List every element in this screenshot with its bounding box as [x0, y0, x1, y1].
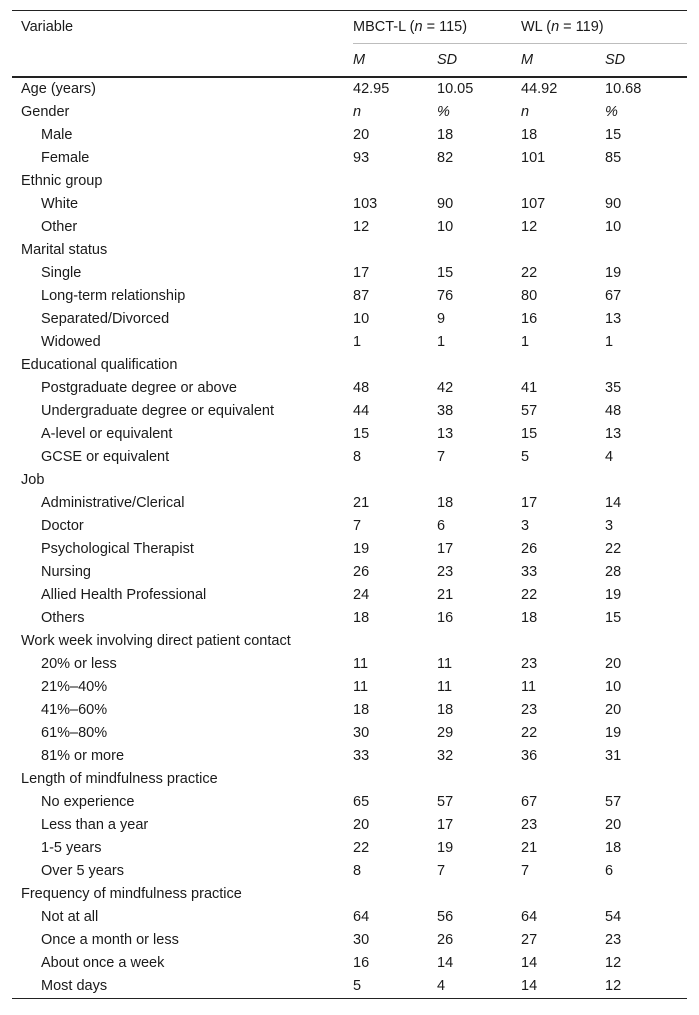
row-sublabel: About once a week: [41, 955, 165, 971]
row-sublabel: Psychological Therapist: [41, 541, 194, 557]
row-sublabel: 61%–80%: [41, 725, 108, 741]
table-cell: 54: [605, 909, 622, 925]
table-cell: 10.05: [437, 81, 474, 97]
table-cell: 67: [521, 794, 538, 810]
table-cell: 20: [605, 702, 622, 718]
table-cell: 27: [521, 932, 538, 948]
subheader-cell: M: [521, 44, 605, 78]
table-row: [12, 837, 687, 860]
row-sublabel: Female: [41, 150, 90, 166]
table-row: [12, 699, 687, 722]
table-cell: 19: [605, 725, 622, 741]
table-cell: 10: [605, 219, 622, 235]
table-row: [12, 745, 687, 768]
table-cell: 20: [353, 127, 370, 143]
table-row: [12, 377, 687, 400]
table-cell: 19: [605, 587, 622, 603]
table-cell: [353, 170, 437, 193]
table-cell: 1: [521, 334, 530, 350]
table-cell: %: [437, 104, 450, 120]
table-cell: 11: [521, 679, 537, 695]
table-cell: 12: [605, 955, 622, 971]
subheader-cell: SD: [437, 44, 521, 78]
table-cell: 20: [605, 656, 622, 672]
table-cell: 38: [437, 403, 454, 419]
row-label: Job: [21, 472, 45, 488]
table-cell: 87: [353, 288, 370, 304]
table-cell: 64: [353, 909, 370, 925]
table-cell: 1: [437, 334, 446, 350]
table-cell: 29: [437, 725, 454, 741]
table-row: [12, 400, 687, 423]
table-row: [12, 584, 687, 607]
table-cell: 41: [521, 380, 538, 396]
row-sublabel: 81% or more: [41, 748, 125, 764]
table-cell: [521, 883, 605, 906]
table-cell: 32: [437, 748, 454, 764]
table-row: [12, 124, 687, 147]
table-cell: 9: [437, 311, 446, 327]
table-cell: 12: [605, 975, 687, 999]
table-cell: 16: [521, 311, 538, 327]
table-cell: 6: [437, 518, 446, 534]
table-cell: 26: [437, 932, 454, 948]
row-sublabel: No experience: [41, 794, 135, 810]
table-row: [12, 193, 687, 216]
table-cell: 13: [605, 426, 622, 442]
table-cell: 19: [353, 541, 370, 557]
table-cell: 10: [605, 679, 622, 695]
table-cell: 22: [521, 725, 538, 741]
table-cell: 18: [437, 702, 454, 718]
table-cell: 76: [437, 288, 454, 304]
table-cell: 80: [521, 288, 538, 304]
row-sublabel: 21%–40%: [41, 679, 108, 695]
table-cell: [605, 469, 687, 492]
table-row: [12, 791, 687, 814]
table-row: [12, 262, 687, 285]
table-cell: 3: [605, 518, 614, 534]
row-sublabel: Not at all: [41, 909, 99, 925]
table-cell: [605, 630, 687, 653]
row-sublabel: Separated/Divorced: [41, 311, 170, 327]
table-cell: 11: [353, 679, 369, 695]
table-cell: 17: [353, 265, 370, 281]
row-sublabel: White: [41, 196, 79, 212]
table-cell: [521, 170, 605, 193]
table-cell: 17: [521, 495, 538, 511]
table-cell: [605, 883, 687, 906]
row-sublabel: Most days: [12, 975, 353, 999]
table-cell: 23: [437, 564, 454, 580]
table-row: [12, 446, 687, 469]
table-cell: 1: [605, 334, 614, 350]
table-cell: 15: [605, 610, 622, 626]
table-cell: [437, 239, 521, 262]
header-blank-cell: [12, 44, 353, 78]
table-row: [12, 630, 687, 653]
table-row: [12, 239, 687, 262]
group-header-mbct: MBCT-L (n = 115): [353, 11, 521, 44]
table-cell: 4: [437, 975, 521, 999]
table-cell: 22: [605, 541, 622, 557]
table-cell: 85: [605, 150, 622, 166]
table-row: [12, 952, 687, 975]
row-label: Age (years): [21, 81, 96, 97]
table-cell: [605, 768, 687, 791]
table-cell: 13: [437, 426, 454, 442]
table-cell: 16: [437, 610, 454, 626]
table-cell: [605, 170, 687, 193]
table-cell: 48: [605, 403, 622, 419]
table-cell: n: [521, 104, 530, 120]
row-sublabel: 1-5 years: [41, 840, 102, 856]
table-cell: 23: [521, 817, 538, 833]
table-cell: 90: [437, 196, 454, 212]
table-cell: 15: [521, 426, 538, 442]
table-cell: 56: [437, 909, 454, 925]
table-cell: 65: [353, 794, 370, 810]
header-row-groups: [12, 11, 687, 44]
table-cell: [605, 239, 687, 262]
table-cell: 10: [353, 311, 370, 327]
variable-header: Variable: [12, 11, 353, 44]
table-cell: 36: [521, 748, 538, 764]
table-cell: 12: [521, 219, 538, 235]
table-cell: 42.95: [353, 81, 390, 97]
row-sublabel: Postgraduate degree or above: [41, 380, 237, 396]
table-cell: 64: [521, 909, 538, 925]
table-cell: 20: [605, 817, 622, 833]
table-cell: 18: [521, 127, 538, 143]
row-sublabel: Undergraduate degree or equivalent: [41, 403, 274, 419]
row-sublabel: Doctor: [41, 518, 84, 534]
table-cell: 14: [521, 975, 605, 999]
table-row: [12, 561, 687, 584]
table-cell: [605, 354, 687, 377]
table-cell: 93: [353, 150, 370, 166]
row-label: Work week involving direct patient contact: [21, 633, 291, 649]
table-row: [12, 147, 687, 170]
row-sublabel: Over 5 years: [41, 863, 124, 879]
table-cell: 15: [605, 127, 622, 143]
row-sublabel: Single: [41, 265, 82, 281]
table-row: [12, 607, 687, 630]
table-cell: [521, 469, 605, 492]
row-sublabel: Long-term relationship: [41, 288, 186, 304]
row-sublabel: Widowed: [41, 334, 101, 350]
row-label: Gender: [21, 104, 70, 120]
table-row: [12, 722, 687, 745]
subheader-cell: SD: [605, 44, 687, 78]
table-row: [12, 216, 687, 239]
header-row-stats: [12, 44, 687, 78]
table-cell: n: [353, 104, 362, 120]
table-cell: 19: [437, 840, 454, 856]
table-cell: 1: [353, 334, 362, 350]
table-cell: 5: [521, 449, 530, 465]
table-cell: 23: [521, 702, 538, 718]
row-sublabel: 41%–60%: [41, 702, 108, 718]
row-sublabel: Allied Health Professional: [41, 587, 207, 603]
row-sublabel: GCSE or equivalent: [41, 449, 170, 465]
table-cell: [437, 768, 521, 791]
table-row: [12, 676, 687, 699]
table-row: [12, 883, 687, 906]
table-cell: 20: [353, 817, 370, 833]
table-row: [12, 77, 687, 101]
table-cell: [353, 239, 437, 262]
table-row: [12, 492, 687, 515]
table-cell: 44: [353, 403, 370, 419]
table-row: [12, 906, 687, 929]
row-sublabel: 20% or less: [41, 656, 117, 672]
table-cell: [521, 239, 605, 262]
table-cell: 44.92: [521, 81, 558, 97]
table-cell: 22: [521, 265, 538, 281]
table-body: [12, 77, 687, 999]
table-cell: [353, 630, 437, 653]
table-row: [12, 308, 687, 331]
row-sublabel: Other: [41, 219, 78, 235]
table-row: [12, 423, 687, 446]
table-row: [12, 814, 687, 837]
table-cell: 10: [437, 219, 454, 235]
row-label: Ethnic group: [21, 173, 103, 189]
row-sublabel: Once a month or less: [41, 932, 179, 948]
table-cell: [353, 469, 437, 492]
row-label: Marital status: [21, 242, 108, 258]
demographics-table: [12, 10, 687, 999]
table-cell: 103: [353, 196, 378, 212]
table-cell: 11: [437, 656, 453, 672]
row-sublabel: Nursing: [41, 564, 91, 580]
row-sublabel: Less than a year: [41, 817, 149, 833]
table-cell: 7: [521, 863, 530, 879]
table-cell: [437, 883, 521, 906]
table-cell: 17: [437, 541, 454, 557]
table-cell: 17: [437, 817, 454, 833]
table-cell: 21: [353, 495, 370, 511]
table-cell: 5: [353, 975, 437, 999]
table-cell: 3: [521, 518, 530, 534]
table-cell: 18: [353, 610, 370, 626]
table-cell: 24: [353, 587, 370, 603]
table-cell: 57: [605, 794, 622, 810]
table-cell: [437, 354, 521, 377]
table-cell: 28: [605, 564, 622, 580]
table-cell: 10.68: [605, 81, 642, 97]
table-cell: 57: [521, 403, 538, 419]
row-sublabel: A-level or equivalent: [41, 426, 173, 442]
row-label: Educational qualification: [21, 357, 178, 373]
table-cell: 21: [521, 840, 538, 856]
table-cell: 14: [521, 955, 538, 971]
table-cell: [353, 883, 437, 906]
table-cell: 31: [605, 748, 622, 764]
table-cell: 35: [605, 380, 622, 396]
table-cell: 82: [437, 150, 454, 166]
row-label: Frequency of mindfulness practice: [21, 886, 242, 902]
table-cell: 7: [437, 863, 446, 879]
table-cell: [353, 354, 437, 377]
table-cell: 7: [437, 449, 446, 465]
table-cell: [353, 768, 437, 791]
table-cell: 101: [521, 150, 546, 166]
table-cell: %: [605, 104, 618, 120]
table-row: [12, 929, 687, 952]
table-cell: 8: [353, 449, 362, 465]
table-cell: 18: [437, 495, 454, 511]
table-cell: [521, 630, 605, 653]
table-cell: 30: [353, 725, 370, 741]
table-row: [12, 653, 687, 676]
table-cell: 15: [353, 426, 370, 442]
table-row: [12, 515, 687, 538]
table-row: [12, 170, 687, 193]
table-cell: [437, 630, 521, 653]
row-label: Length of mindfulness practice: [21, 771, 218, 787]
table-row: [12, 285, 687, 308]
table-row: [12, 101, 687, 124]
table-cell: 11: [353, 656, 369, 672]
row-sublabel: Administrative/Clerical: [41, 495, 185, 511]
table-cell: 21: [437, 587, 454, 603]
table-row: [12, 860, 687, 883]
table-cell: 22: [521, 587, 538, 603]
table-cell: 23: [521, 656, 538, 672]
table-cell: 18: [521, 610, 538, 626]
table-cell: 15: [437, 265, 454, 281]
table-cell: 12: [353, 219, 370, 235]
table-cell: 11: [437, 679, 453, 695]
table-cell: [521, 768, 605, 791]
table-cell: 16: [353, 955, 370, 971]
table-cell: 14: [437, 955, 454, 971]
table-cell: 7: [353, 518, 362, 534]
table-cell: 4: [605, 449, 614, 465]
table-cell: 90: [605, 196, 622, 212]
table-cell: 33: [521, 564, 538, 580]
table-cell: [437, 170, 521, 193]
table-cell: 8: [353, 863, 362, 879]
table-cell: 6: [605, 863, 614, 879]
table-cell: 48: [353, 380, 370, 396]
table-cell: 30: [353, 932, 370, 948]
table-cell: 18: [437, 127, 454, 143]
table-cell: 13: [605, 311, 622, 327]
table-cell: [521, 354, 605, 377]
table-cell: 19: [605, 265, 622, 281]
subheader-cell: M: [353, 44, 437, 78]
table-cell: 22: [353, 840, 370, 856]
table-row: [12, 469, 687, 492]
table-cell: [437, 469, 521, 492]
table-cell: 33: [353, 748, 370, 764]
table-row: [12, 538, 687, 561]
table-cell: 18: [605, 840, 622, 856]
table-cell: 23: [605, 932, 622, 948]
table-cell: 67: [605, 288, 622, 304]
table-row: [12, 354, 687, 377]
group-header-wl: WL (n = 119): [521, 11, 687, 44]
table-cell: 107: [521, 196, 546, 212]
table-cell: 18: [353, 702, 370, 718]
table-cell: 42: [437, 380, 454, 396]
table-row: [12, 768, 687, 791]
table-cell: 14: [605, 495, 622, 511]
table-cell: 57: [437, 794, 454, 810]
table-row: [12, 975, 687, 999]
table-cell: 26: [521, 541, 538, 557]
table-row: [12, 331, 687, 354]
table-cell: 26: [353, 564, 370, 580]
row-sublabel: Others: [41, 610, 85, 626]
row-sublabel: Male: [41, 127, 73, 143]
